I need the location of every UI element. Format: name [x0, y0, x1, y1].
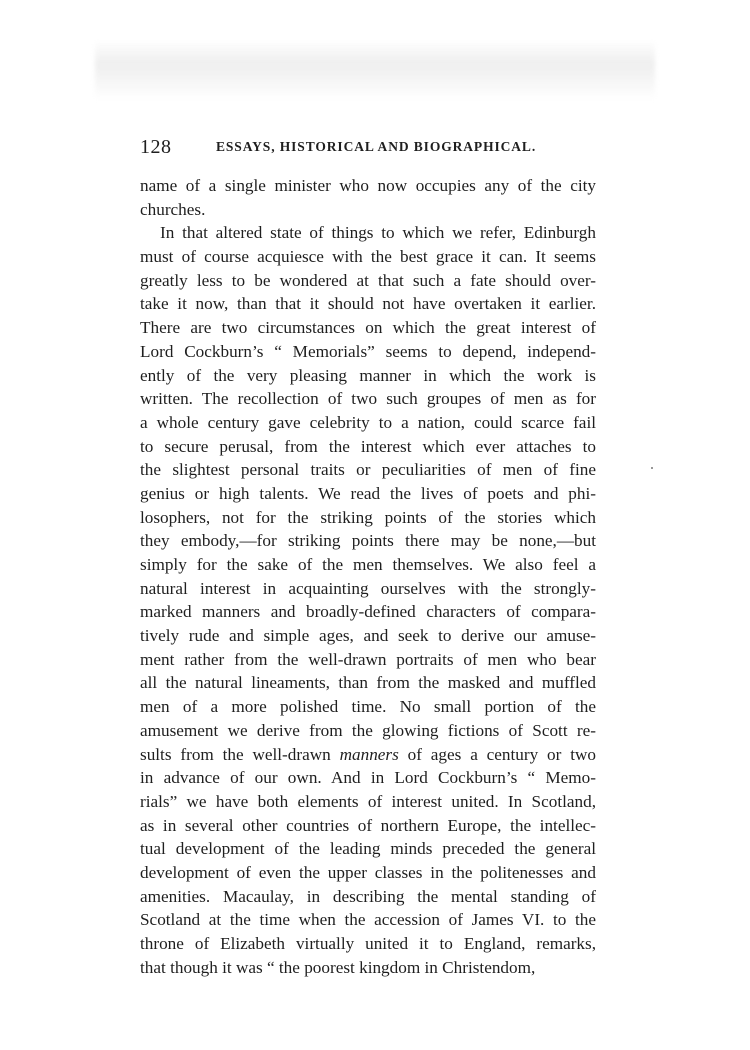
text-line: to secure perusal, from the interest which ever attaches to: [140, 436, 596, 456]
text-line: rials” we have both elements of interest united. In Scotland,: [140, 791, 596, 811]
show-through-smudge: [95, 40, 655, 100]
text-line: that though it was “ the poorest kingdom in Christendom,: [140, 957, 536, 977]
text-line: men of a more polished time. No small portion of the: [140, 697, 596, 717]
ink-speck: [651, 467, 653, 469]
text-line: amusement we derive from the glowing fictions of Scott re-: [140, 720, 596, 740]
text-line: the slightest personal traits or peculiarities of men of fine: [140, 460, 596, 480]
text-line: amenities. Macaulay, in describing the mental standing of: [140, 886, 596, 906]
text-line: greatly less to be wondered at that such a fate should over-: [140, 270, 596, 290]
text-line: churches.: [140, 199, 206, 219]
text-line: they embody,—for striking points there may be none,—but: [140, 531, 596, 551]
running-head: ESSAYS, HISTORICAL AND BIOGRAPHICAL.: [216, 139, 537, 154]
text-line: There are two circumstances on which the great interest of: [140, 318, 596, 338]
text-line-segment: of ages a century or two: [398, 744, 596, 764]
text-line: take it now, than that it should not have overtaken it earlier.: [140, 294, 596, 314]
text-line: Lord Cockburn’s “ Memorials” seems to depend, independ-: [140, 341, 596, 361]
text-line-segment: sults from the well-drawn: [140, 744, 340, 764]
text-line: marked manners and broadly-defined characters of compara-: [140, 602, 596, 622]
text-line: genius or high talents. We read the lives of poets and phi-: [140, 483, 596, 503]
text-line: a whole century gave celebrity to a nation, could scarce fail: [140, 412, 596, 432]
text-line: tual development of the leading minds preceded the general: [140, 839, 596, 859]
text-line: must of course acquiesce with the best grace it can. It seems: [140, 247, 596, 267]
page-header: [140, 134, 620, 160]
text-line: development of even the upper classes in the politenesses and: [140, 862, 596, 882]
text-line: losophers, not for the striking points of the stories which: [140, 507, 596, 527]
page-number: 128: [140, 136, 172, 158]
text-line: [140, 743, 596, 767]
text-line: simply for the sake of the men themselves. We also feel a: [140, 555, 596, 574]
text-line: name of a single minister who now occupies any of the city: [140, 176, 596, 195]
italic-word: manners: [339, 744, 399, 764]
text-line: in advance of our own. And in Lord Cockburn’s “ Memo-: [140, 768, 596, 788]
text-line: tively rude and simple ages, and seek to derive our amuse-: [140, 626, 596, 646]
body-text: [140, 174, 596, 979]
text-line: In that altered state of things to which we refer, Edinburgh: [160, 223, 596, 243]
text-line: all the natural lineaments, than from the masked and muffled: [140, 673, 596, 693]
text-line: ment rather from the well-drawn portraits of men who bear: [140, 649, 596, 669]
text-line: written. The recollection of two such groupes of men as for: [140, 389, 596, 409]
text-line: throne of Elizabeth virtually united it to England, remarks,: [140, 934, 596, 953]
text-line: as in several other countries of northern Europe, the intellec-: [140, 815, 596, 835]
text-line: Scotland at the time when the accession of James VI. to the: [140, 910, 596, 930]
text-line: ently of the very pleasing manner in which the work is: [140, 365, 596, 385]
text-line: natural interest in acquainting ourselves with the strongly-: [140, 578, 596, 598]
